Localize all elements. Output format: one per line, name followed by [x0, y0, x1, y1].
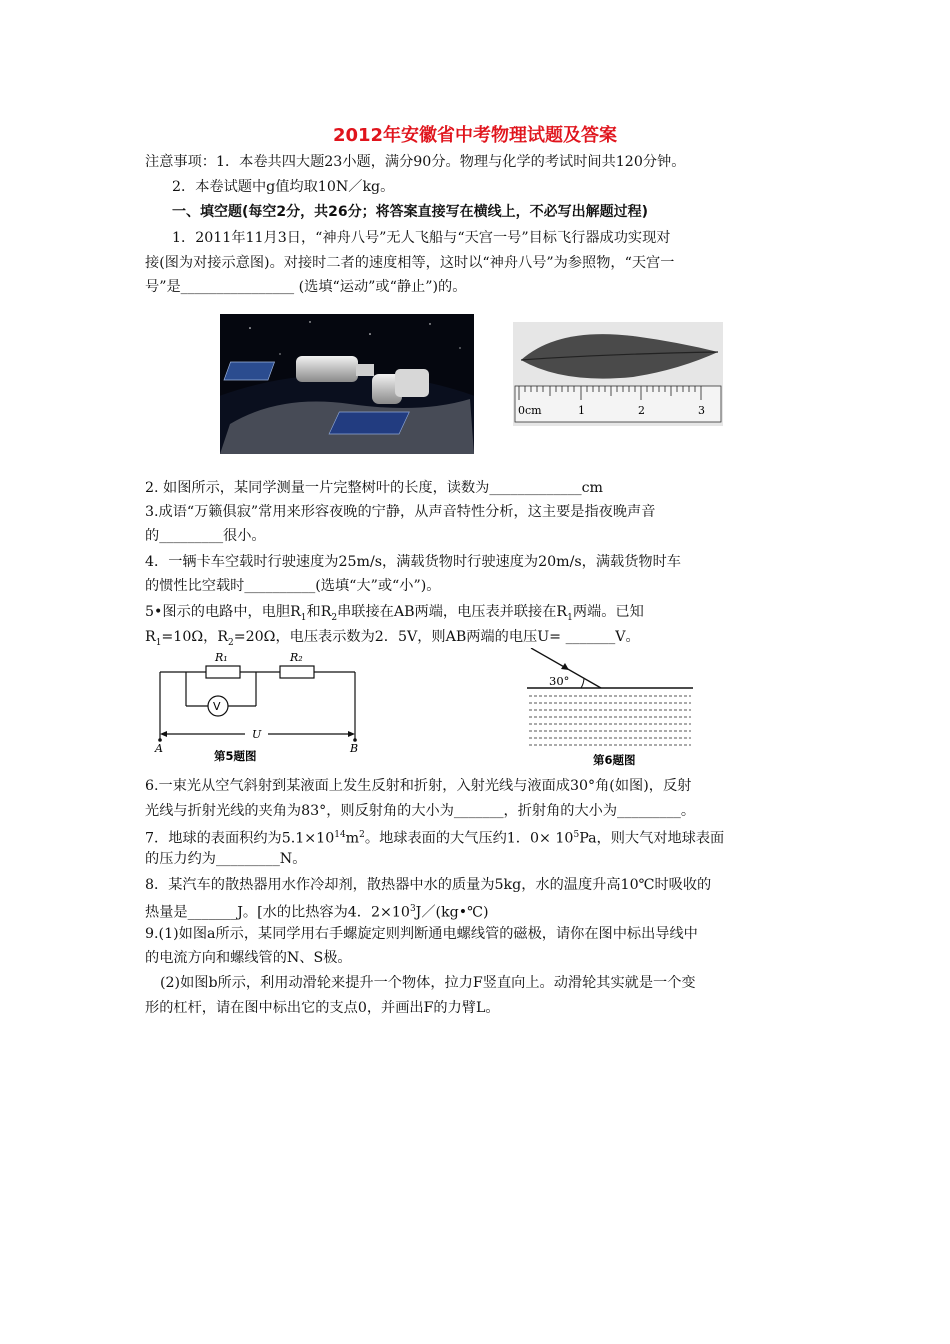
fig5-caption: 第5题图: [214, 749, 257, 763]
q5-line-2: $R_1=10\Omega$，$R_2=20\Omega$，电压表示数为2．5V，则AB两端的电压U= _______V。: [145, 629, 640, 648]
q3-line-1: 3.成语“万籁俱寂”常用来形容夜晚的宁静，从声音特性分析，这主要是指夜晚声音: [145, 504, 656, 520]
q1-line-3: 号”是________________ (选填“运动”或“静止”)的。: [145, 279, 467, 295]
resistor-r1: [206, 666, 240, 678]
q2-line: 2. 如图所示，某同学测量一片完整树叶的长度，读数为_____________cm: [145, 480, 603, 496]
q1-line-2: 接(图为对接示意图)。对接时二者的速度相等，这时以“神舟八号”为参照物，“天宫一: [145, 255, 675, 271]
point-b-label: B: [350, 742, 359, 755]
q7-line-2: 的压力约为_________N。: [145, 851, 307, 867]
q4-line-2: 的惯性比空载时__________(选填“大”或“小”)。: [145, 578, 441, 594]
q9-line-4: 形的杠杆，请在图中标出它的支点0，并画出F的力臂L。: [145, 1000, 500, 1016]
ruler-label-2: 2: [638, 404, 645, 417]
section-heading: 一、填空题(每空2分，共26分；将答案直接写在横线上，不必写出解题过程): [172, 204, 649, 220]
q8-line-2: 热量是_______J。[水的比热容为4．$2\times 10^3J/(kg•℃)$: [145, 904, 489, 921]
ruler-label-0: 0cm: [518, 404, 542, 417]
point-a-label: A: [155, 742, 163, 755]
r2-label: R₂: [290, 651, 303, 664]
q9-line-1: 9.(1)如图a所示，某同学用右手螺旋定则判断通电螺线管的磁极，请你在图中标出导线中: [145, 926, 698, 942]
q8-line-1: 8．某汽车的散热器用水作冷却剂，散热器中水的质量为5kg，水的温度升高10℃时吸收的: [145, 877, 712, 893]
ruler-label-1: 1: [578, 404, 585, 417]
angle-label: 30°: [549, 674, 570, 688]
resistor-r2: [280, 666, 314, 678]
q9-line-3: (2)如图b所示，利用动滑轮来提升一个物体，拉力F竖直向上。动滑轮其实就是一个变: [160, 975, 696, 991]
q9-line-2: 的电流方向和螺线管的N、S极。: [145, 950, 352, 966]
notes-line-1: 注意事项：1．本卷共四大题23小题，满分90分。物理与化学的考试时间共120分钟。: [145, 154, 686, 170]
ruler-label-3: 3: [698, 404, 705, 417]
q1-line-1: 1．2011年11月3日，“神舟八号”无人飞船与“天宫一号”目标飞行器成功实现对: [172, 230, 671, 246]
q3-line-2: 的_________很小。: [145, 528, 266, 544]
fig6-caption: 第6题图: [593, 753, 636, 767]
q6-line-1: 6.一束光从空气斜射到某液面上发生反射和折射，入射光线与液面成30°角(如图)，反射: [145, 778, 692, 794]
voltage-label: U: [252, 728, 262, 741]
q7-line-1: 7．地球的表面积约为$5.1\times 10^{14}m^2$。地球表面的大气压约1．$0\times 10^5Pa$，则大气对地球表面: [145, 830, 725, 847]
q5-line-1: 5•图示的电路中，电胆$R_1$和$R_2$串联接在AB两端，电压表并联接在$R_1$两端。已知: [145, 604, 644, 623]
q6-line-2: 光线与折射光线的夹角为83°，则反射角的大小为_______，折射角的大小为_________。: [145, 803, 696, 819]
q4-line-1: 4．一辆卡车空载时行驶速度为25m/s，满载货物时行驶速度为20m/s，满载货物时车: [145, 554, 681, 570]
leaf-ruler-image: [513, 322, 723, 426]
spacecraft-docking-image: [220, 314, 474, 454]
liquid-surface-diagram: [525, 648, 697, 768]
notes-line-2: 2．本卷试题中g值均取10N／kg。: [172, 179, 395, 195]
voltmeter-label: V: [213, 700, 221, 713]
circuit-diagram: [150, 648, 365, 768]
page-title: 2012年安徽省中考物理试题及答案: [332, 125, 618, 146]
r1-label: R₁: [215, 651, 228, 664]
